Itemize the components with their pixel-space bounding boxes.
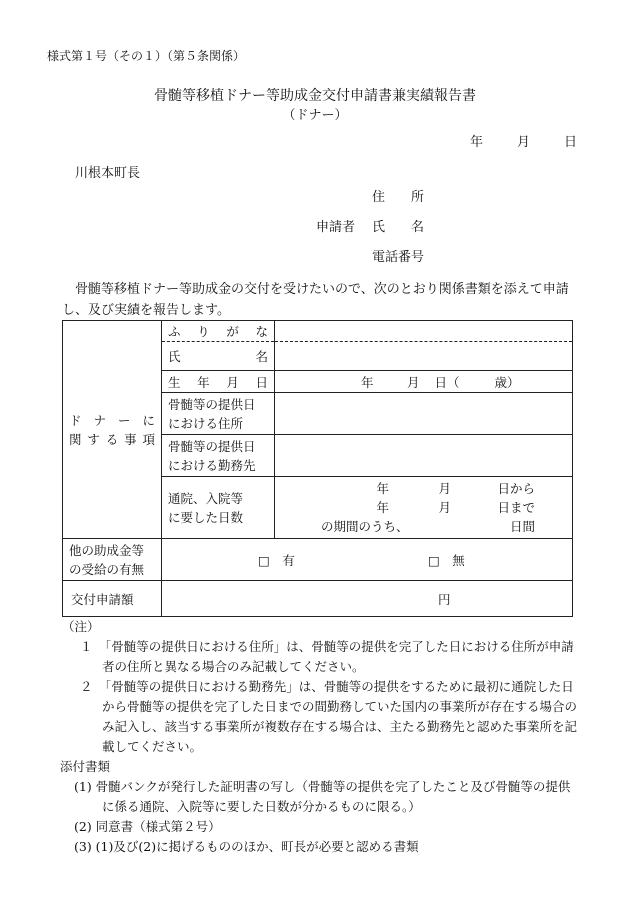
birthdate-field[interactable]: 年 月 日（ 歳） bbox=[275, 371, 573, 393]
furigana-label: ふ り が な bbox=[162, 321, 275, 342]
donor-name-label: 氏 名 bbox=[162, 342, 275, 371]
furigana-field[interactable] bbox=[275, 321, 573, 342]
donation-address-label: 骨髄等の提供日 における住所 bbox=[162, 393, 275, 435]
amount-label: 交付申請額 bbox=[63, 581, 162, 617]
donor-section-header bbox=[63, 321, 162, 539]
name-label: 氏 名 bbox=[372, 220, 425, 235]
attachment-item-2: (2) 同意書（様式第２号） bbox=[74, 819, 221, 834]
other-subsidy-field bbox=[162, 539, 573, 581]
attachment-item-1: (1) 骨髄バンクが発行した証明書の写し（骨髄等の提供を完了したこと及び骨髄等の提供に係る通院、入院等に要した日数が分かるものに限る。） bbox=[74, 779, 571, 814]
birthdate-label: 生 年 月 日 bbox=[162, 371, 275, 393]
address-label: 住 所 bbox=[372, 190, 425, 205]
applicant-label: 申請者 bbox=[316, 220, 356, 235]
donation-address-field[interactable] bbox=[275, 393, 573, 435]
donation-workplace-label: 骨髄等の提供日 における勤務先 bbox=[162, 435, 275, 477]
donor-section-line2: 関 す る 事 項 bbox=[69, 431, 155, 447]
document-subtitle: （ドナー） bbox=[282, 108, 348, 123]
donation-workplace-field[interactable] bbox=[275, 435, 573, 477]
document-title: 骨髄等移植ドナー等助成金交付申請書兼実績報告書 bbox=[154, 88, 476, 104]
date-year: 年 bbox=[470, 135, 484, 150]
other-subsidy-label: 他の助成金等 の受給の有無 bbox=[63, 539, 162, 581]
amount-field[interactable] bbox=[162, 581, 573, 617]
hospital-days-field[interactable]: 年 月 日から 年 月 日まで の期間のうち、 日間 bbox=[275, 477, 573, 539]
application-table bbox=[62, 320, 573, 617]
donor-section-line1: ド ナ ー に bbox=[69, 412, 155, 428]
attachments-heading: 添付書類 bbox=[60, 759, 111, 774]
phone-label: 電話番号 bbox=[372, 250, 425, 265]
subsidy-no-checkbox[interactable]: □ 無 bbox=[428, 552, 465, 568]
hospital-days-label: 通院、入院等 に要した日数 bbox=[162, 477, 275, 539]
intro-text: 骨髄等移植ドナー等助成金の交付を受けたいので、次のとおり関係書類を添えて申請し、及び実績を報告します。 bbox=[62, 282, 569, 318]
attachment-item-3: (3) (1)及び(2)に掲げるもののほか、町長が必要と認める書類 bbox=[74, 839, 419, 854]
note-item-2: ２ 「骨髄等の提供日における勤務先」は、骨髄等の提供をするために最初に通院した日から骨髄等の提供を完了した日までの間勤務していた国内の事業所が存在する場合のみ記入し、該当する事業所が複数存在する場合は、主たる勤務先と認めた事業所を記載してください。 bbox=[80, 679, 578, 754]
notes-heading: （注） bbox=[62, 619, 100, 634]
note-item-1: １ 「骨髄等の提供日における住所」は、骨髄等の提供を完了した日における住所が申請者の住所と異なる場合のみ記載してください。 bbox=[80, 639, 574, 674]
application-date bbox=[470, 131, 577, 150]
amount-unit: 円 bbox=[438, 591, 451, 607]
notes-section bbox=[62, 617, 582, 857]
date-day: 日 bbox=[564, 135, 578, 150]
subsidy-yes-checkbox[interactable]: □ 有 bbox=[258, 552, 295, 568]
date-month: 月 bbox=[517, 135, 531, 150]
donor-name-field[interactable] bbox=[275, 342, 573, 371]
recipient: 川根本町長 bbox=[75, 166, 141, 181]
form-number-label: 様式第１号（その１）（第５条関係） bbox=[47, 49, 246, 63]
